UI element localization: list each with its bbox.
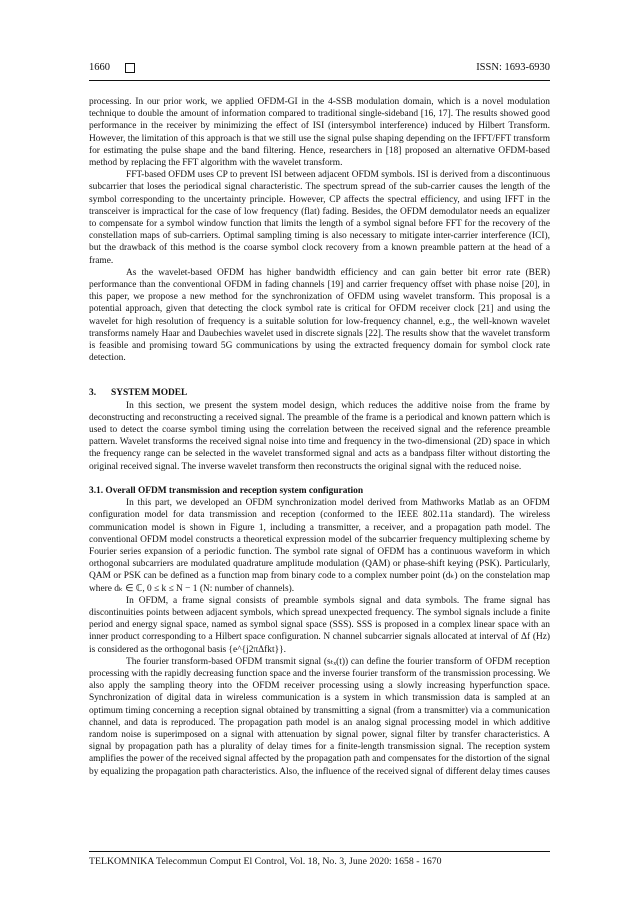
header-rule — [89, 80, 550, 81]
section-number: 3. — [89, 388, 97, 399]
journal-footer: TELKOMNIKA Telecommun Comput El Control, Vol. 18, No. 3, June 2020: 1658 - 1670 — [89, 856, 442, 867]
square-bullet-icon — [125, 63, 135, 73]
paragraph: In this part, we developed an OFDM synchronization model derived from Mathworks Matlab as an OFDM configuration model for data transmission and reception (conformed to the IEEE 802.11a standard). The wireless communication model is shown in Figure 1, including a transmitter, a receiver, and a propagation path model. The conventional OFDM model constructs a theoretical expression model of the subcarrier frequency multiplexing scheme by Fourier series expansion of a periodic function. The symbol rate signal of OFDM has a continuous waveform in which orthogonal subcarriers are modulated quadrature amplitude modulation (QAM) or phase-shift keying (PSK). Particularly, QAM or PSK can be defined as a function map from binary code to a complex number point (dₖ) on the constelation map where dₖ ∈ ℂ, 0 ≤ k ≤ N − 1 (N: number of channels). — [89, 498, 550, 594]
paragraph: In OFDM, a frame signal consists of preamble symbols signal and data symbols. The frame signal has discontinuities points between adjacent symbols, which spread unexpected frequency. The symbol signals include a finite period and energy signal space, named as symbol signal space (SSS). SSS is proposed in a complex linear space with an inner product corresponding to a Hilbert space configuration. N channel subcarrier signals allocated at interval of Δf (Hz) is considered as the orthogonal basis {e^{j2πΔfkt}}. — [89, 595, 550, 655]
paragraph: FFT-based OFDM uses CP to prevent ISI between adjacent OFDM symbols. ISI is derived from a discontinuous subcarrier that loses the periodical signal characteristic. The spectrum spread of the sub-carrier causes the length of the symbol corresponding to the uncertainty principle. However, CP affects the spectral efficiency, and using IFFT in the transceiver is impractical for the case of low frequency (flat) fading. Besides, the OFDM demodulator needs an equalizer to compensate for a symbol window function that limits the length of a symbol signal before FFT for the recovery of the constellation maps of sub-carriers. Optimal sampling timing is also necessary to mitigate inter-carrier interference (ICI), but the drawback of this method is the coarse symbol clock recovery from a known preamble pattern at the head of a frame. — [89, 170, 550, 266]
footer-rule — [89, 851, 550, 852]
paragraph: In this section, we present the system model design, which reduces the additive noise from the frame by deconstructing and reconstructing a received signal. The preamble of the frame is a periodical and known pattern which is used to detect the coarse symbol timing using the correlation between the received signal and the reference preamble pattern. Wavelet transforms the received signal noise into time and frequency in the two-dimensional (2D) space in which the frequency range can be selected in the wavelet transformed signal and acts as a bandpass filter without distorting the original received signal. The inverse wavelet transform then reconstructs the original signal with the reduced noise. — [89, 400, 550, 472]
running-header — [89, 62, 550, 78]
section-heading — [89, 387, 550, 399]
paragraph: The fourier transform-based OFDM transmit signal (sₜₓ(t)) can define the fourier transform of OFDM reception processing with the rapidly decreasing function space and the inverse fourier transform of the transmission processing. We also apply the sampling theory into the OFDM receiver processing using a slowly increasing hyperfunction space. Synchronization of digital data in wireless communication is a system in which transmission data is sampled at an optimum timing concerning a reception signal obtained by transmitting a signal (from a transmitter) via a communication channel, and data is reproduced. The propagation path model is an analog signal processing model in which additive random noise is superimposed on a signal with attenuation by signal power, signal filter by transfer characteristics. A signal by propagation path has a plurality of delay times for a finite-length transmission signal. The reception system amplifies the power of the received signal affected by the propagation path and compensates for the distortion of the signal by equalizing the propagation path characteristics. Also, the influence of the received signal of different delay times causes — [89, 656, 550, 777]
paragraph: As the wavelet-based OFDM has higher bandwidth efficiency and can gain better bit error rate (BER) performance than the conventional OFDM in fading channels [19] and carrier frequency offset with phase noise [20], in this paper, we propose a new method for the synchronization of OFDM using wavelet transform. This proposal is a potential approach, given that detecting the clock symbol rate is critical for OFDM receiver clock [21] and using the wavelet for high resolution of frequency is a suitable solution for low-frequency channel, e.g., the well-known wavelet transforms namely Haar and Daubechies wavelet used in discrete signals [22]. The results show that the wavelet transform is feasible and promising toward 5G communications by using the extracted frequency domain for symbol clock rate detection. — [89, 267, 550, 364]
issn-label: ISSN: 1693-6930 — [476, 62, 550, 73]
paragraph: processing. In our prior work, we applied OFDM-GI in the 4-SSB modulation domain, which is a novel modulation technique to double the amount of information compared to traditional single-sideband [16, 17]. The results showed good performance in the receiver by minimizing the effect of ISI (intersymbol interference) induced by Hilbert Transform. However, the limitation of this approach is that we still use the signal pulse shaping depending on the IFFT/FFT transform for estimating the pulse shape and the band filtering. Hence, researchers in [18] proposed an alternative OFDM-based method by replacing the FFT algorithm with the wavelet transform. — [89, 97, 550, 169]
subsection-heading: 3.1. Overall OFDM transmission and reception system configuration — [89, 485, 364, 496]
article-body — [89, 96, 550, 778]
section-title: SYSTEM MODEL — [111, 388, 188, 399]
page-number: 1660 — [89, 62, 110, 73]
